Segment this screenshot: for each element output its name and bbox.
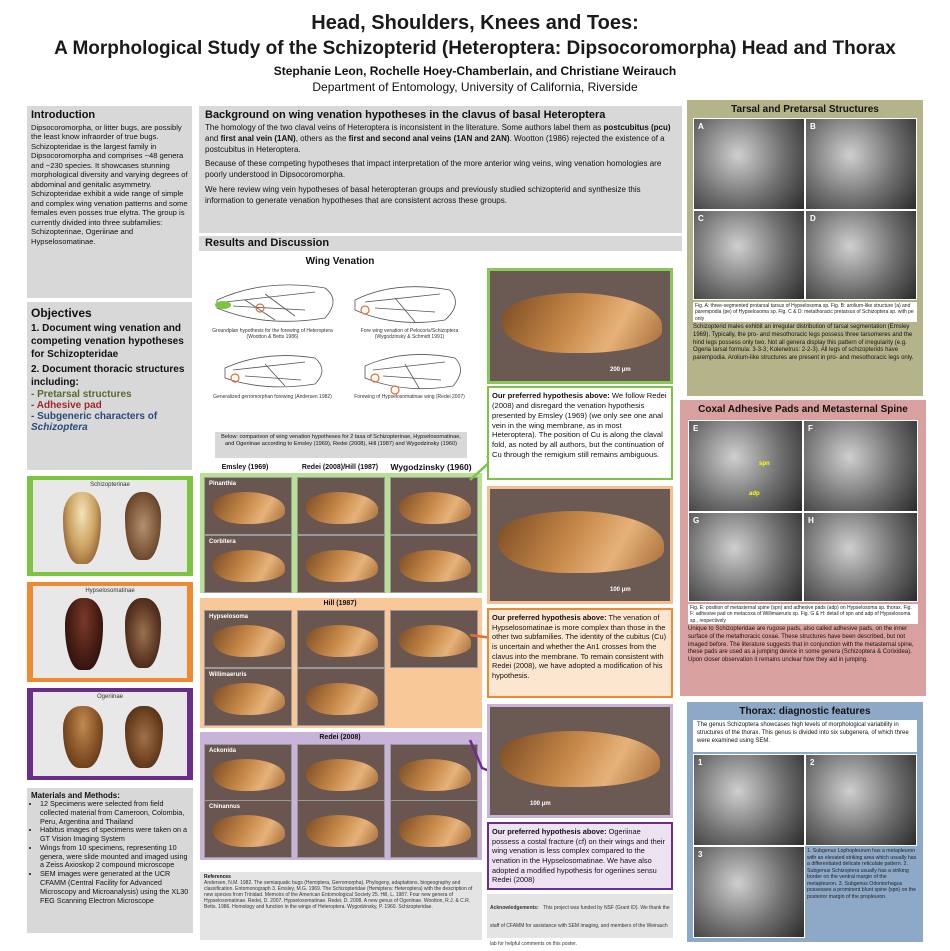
thorax-panel — [687, 702, 923, 942]
specimen-ventral — [125, 492, 161, 560]
wing-image — [213, 625, 285, 657]
background-p1-e: , others as the — [295, 133, 349, 143]
wing-cell — [297, 800, 385, 858]
specimen-ventral — [125, 598, 161, 668]
objective-2: 2. Document thoracic structures including: — [31, 364, 185, 388]
habitus-photo-ogeriinae — [33, 692, 187, 776]
hill-label: Hill (1987) — [323, 600, 357, 607]
authors: Stephanie Leon, Rochelle Hoey-Chamberlain, and Christiane Weirauch — [273, 64, 677, 78]
ogeriinae-comparison-group — [200, 732, 482, 860]
wing-cell — [390, 535, 478, 593]
sem-image-h — [803, 512, 918, 602]
objective-sub-subgeneric-text: - Subgeneric characters of — [31, 411, 158, 422]
wing-photo — [490, 271, 670, 381]
references-heading: References — [204, 874, 231, 880]
poster-header — [0, 0, 950, 100]
objectives-heading: Objectives — [31, 306, 92, 320]
objectives-box — [27, 302, 192, 470]
habitus-ogeriinae — [27, 688, 193, 780]
taxon-label: Corbitera — [209, 539, 236, 545]
background-p1-a: The homology of the two claval veins of Heteroptera is inconsistent in the literature. Some authors label them as — [205, 123, 604, 132]
wing-image — [306, 625, 378, 657]
thorax-heading: Thorax: diagnostic features — [739, 706, 871, 717]
taxon-label: Ackonida — [209, 748, 237, 754]
background-p2: Because of these competing hypotheses that impact interpretation of the more anterior wing veins, wing venation homologies are poorly understood in Dipsocoromorpha. — [205, 159, 662, 180]
background-box — [199, 106, 682, 233]
introduction-text: Dipsocoromorpha, or litter bugs, are possibly the least know infraorder of true bugs. Schizopteridae is the largest family in Dipsocoromorpha and comprises ~48 genera and ~230 species. It showcases stunning morphological diversity and varying degrees of abdominal and genitalic asymmetry. Schizopteridae exhibit a wide range of simple and complex wing venation patterns and some females even posses true elytra. The group is currently divided into three subfamilies: Schizopterinae, Ogeriinae and Hypselosomatinae. — [31, 123, 188, 246]
hypothesis-hypselosomatinae — [487, 608, 673, 698]
results-heading-bar — [199, 236, 682, 251]
sem-image-f — [803, 420, 918, 512]
wing-cell — [390, 477, 478, 535]
specimen-dorsal — [63, 706, 103, 768]
wing-image — [306, 492, 378, 524]
wing-cell — [390, 610, 478, 668]
wing-photo — [490, 489, 670, 601]
wing-image — [213, 550, 285, 582]
wing-image — [399, 492, 471, 524]
sem-image-b — [805, 118, 917, 210]
figure-letter: E — [693, 424, 699, 433]
hypothesis-body: The venation of Hypselosomatinae is more complex than those in the other two subfamilies. The identity of the cubitus (Cu) is uncertain and whether the An1 crosses from the clavus into the membrane. To remain consistent with Redei (2008), we have adopted a modification of his hypothesis. — [492, 613, 667, 680]
wing-image — [306, 759, 378, 791]
column-redei-hill: Redei (2008)/Hill (1987) — [301, 464, 379, 471]
sem-image-e — [688, 420, 803, 512]
hypothesis-lead: Our preferred hypothesis above: — [492, 827, 607, 836]
figure-letter: B — [810, 122, 816, 131]
wing-image — [306, 683, 378, 715]
schizopterinae-comparison-group — [200, 473, 482, 593]
wing-image — [306, 815, 378, 847]
taxon-label: Pinanthia — [209, 481, 237, 487]
hypothesis-lead: Our preferred hypothesis above: — [492, 613, 607, 622]
background-p1 — [205, 123, 676, 155]
figure-letter: G — [693, 516, 700, 525]
wing-cell — [204, 800, 292, 858]
department: Department of Entomology, University of California, Riverside — [312, 80, 638, 94]
wing-cell — [390, 800, 478, 858]
wing-image-orange — [487, 486, 673, 604]
scale-bar-label: 100 μm — [610, 587, 631, 593]
term-first-second-anal: first and second anal veins (1AN and 2AN) — [348, 133, 510, 143]
habitus-photo-schizopterinae — [33, 480, 187, 572]
diagram-caption: Groundplan hypothesis for the forewing of Heteroptera (Wootton & Betts 1986) — [212, 328, 333, 340]
figure-number: 2 — [810, 758, 815, 767]
objective-sub-pretarsal: - Pretarsal structures — [31, 389, 132, 400]
diagram-caption: Generalized gerromorphan forewing (Andersen 1982) — [213, 394, 332, 400]
tarsal-panel — [687, 100, 923, 396]
objective-sub-adhesive: - Adhesive pad — [31, 400, 102, 411]
wing-image — [502, 293, 662, 353]
coxal-caption: Fig. E: position of metasternal spine (spn) and adhesive pads (adp) on Hypselosoma sp. thorax. Fig. F: adhesive pad on metacoxa of Willimaeruris sp. Fig. G & H: detail of spn and adp of Hypselosoma sp., respectively — [688, 604, 918, 624]
sem-image-c — [693, 210, 805, 300]
method-item: • Wings from 10 specimens, representing 10 genera, were slide mounted and imaged using a Zeiss Axioskop 2 compound microscope — [40, 844, 189, 870]
tarsal-caption: Fig. A: three-segmented protarsal tarsus of Hypselosoma sp. Fig. B: arolium-like structure (a) and parempodia (pe) of Hypselosoma sp. Fig. C & D: metathoracic pretarsus of Schizoptera sp. with pe only — [693, 302, 917, 322]
wing-image — [306, 550, 378, 582]
habitus-label-ogeriinae: Ogeriinae — [96, 694, 123, 700]
poster-title-line1: Head, Shoulders, Knees and Toes: — [311, 12, 639, 34]
thorax-caption: 1. Subgenus Lophopleurum has a metapleuron with an elevated striking area which usually has a differentiated delicate reticulate pattern. 2. Subgenus Schizoptera usually has a striking border on the ventral margin of the metapleuron. 3. Subgenus Odontorhagus possesses a prominent blunt spine (spn) on the posterior margin of the propleuron. — [807, 848, 917, 900]
specimen-ventral — [125, 706, 163, 768]
wing-image — [500, 731, 660, 787]
wing-venation-title: Wing Venation — [305, 256, 375, 267]
tarsal-text: Schizopterid males exhibit an irregular distribution of tarsal segmentation (Emsley 1969). Typically, the pro- and mesothoracic legs possess three tarsomeres and the hind legs possess only two. Not all genera display this pattern of irregularity (e.g. Ogeria tarsal formula: 3-3-3; Kolenetrus: 2-2-3). All legs of schizopterids have parempodia. Arolium-like structures are present in pro- and mesothoracic legs only. — [693, 324, 914, 362]
wing-image — [213, 492, 285, 524]
poster-title-line2: A Morphological Study of the Schizopterid (Heteroptera: Dipsocoromorpha) Head and Thorax — [54, 38, 896, 59]
figure-letter: F — [808, 424, 813, 433]
sem-image-g — [688, 512, 803, 602]
objective-sub-subgeneric — [31, 411, 188, 433]
wing-image — [399, 759, 471, 791]
background-p3: We here review wing vein hypotheses of basal heteropteran groups and previously studied schizopterid and synthesize this information to generate venation hypotheses that are consistent across these groups. — [205, 184, 641, 205]
coxal-panel — [680, 400, 926, 696]
methods-box — [27, 788, 193, 933]
wing-cell — [297, 668, 385, 726]
scale-bar-label: 100 μm — [530, 801, 551, 807]
introduction-box — [27, 106, 192, 298]
habitus-label-schizopterinae: Schizopterinae — [90, 482, 130, 488]
habitus-hypselosomatinae — [27, 582, 193, 682]
wing-photo — [490, 707, 670, 815]
sem-image-2 — [805, 754, 917, 846]
wing-cell — [390, 744, 478, 802]
sem-image-d — [805, 210, 917, 300]
comparison-caption: Below: comparison of wing venation hypotheses for 2 taxa of Schizopterinae, Hypselosomatinae, and Ogeriinae according to Emsley (1969), Redei (2008), Hill (1987) and Wygodzinsky (1960) — [215, 432, 467, 458]
acknowledgements-text: This project was funded by NSF (Grant ID). We thank the staff of CFAMM for assistance with SEM imaging, and members of the Weirauch lab for helpful comments on this poster. — [490, 905, 670, 947]
figure-letter: D — [810, 214, 816, 223]
method-item: • 12 Specimens were selected from field collected material from Cameroon, Colombia, Peru, Argentina and Thailand — [40, 800, 189, 826]
references-box — [200, 872, 482, 940]
coxal-text: Unique to Schizopteridae are rugose pads, also called adhesive pads, on the inner surface of the metathoracic coxae. These structures have been described, but not imaged before. The literature suggests that in conjunction with the metasternal spine, these pads are used as a jumping device in some genera (Schizoptera & Corixidea). Upon closer observation it remains unclear how they aid in jumping. — [688, 626, 914, 664]
habitus-photo-hypselosomatinae — [33, 586, 187, 678]
background-p1-g: . Wootton (1986) rejected the existence of a postcubitus in Heteroptera. — [205, 133, 665, 154]
wing-image-green — [487, 268, 673, 384]
hypothesis-lead: Our preferred hypothesis above: — [492, 391, 610, 400]
hypothesis-body: We follow Redei (2008) and disregard the venation hypothesis presented by Emsley (1969) (we only see one anal vein in the wing membrane, as in most Heteroptera). The position of Cu is along the claval fold, as noted by all authors, but the continuation of Cu through the remigium still remains ambiguous. — [492, 391, 667, 460]
column-wygodzinsky: Wygodzinsky (1960) — [390, 462, 472, 472]
acknowledgements-heading: Acknowledgements: — [490, 905, 539, 911]
wing-image — [213, 683, 285, 715]
method-item: • SEM images were generated at the UCR CFAMM (Central Facility for Advanced Microscopy and Microanalysis) using the XL30 FEG Scanning Electron Microscope — [40, 870, 189, 905]
wing-image — [399, 550, 471, 582]
figure-letter: C — [698, 214, 704, 223]
thorax-text: The genus Schizoptera showcases high levels of morphological variability in structures of the thorax. This genus is divided into six subgenera, of which three were examined using SEM. — [693, 720, 917, 752]
habitus-schizopterinae — [27, 476, 193, 576]
hypselosomatinae-comparison-group — [200, 598, 482, 728]
hypothesis-body: Ogeriinae possess a costal fracture (cf) on their wings and their wing venation is less complex compared to the venation in the Hypselosomatinae. We have also adopted a modified hypothesis for ogeriines sensu Redei (2008) — [492, 827, 665, 885]
venation-diagram-svg — [205, 270, 477, 426]
background-heading: Background on wing venation hypotheses in the clavus of basal Heteroptera — [205, 109, 606, 121]
figure-number: 3 — [698, 850, 703, 859]
wing-image — [213, 759, 285, 791]
scale-bar-label: 200 μm — [610, 367, 631, 373]
objective-1: 1. Document wing venation and competing venation hypotheses for Schizopteridae — [31, 323, 184, 360]
method-item: • Habitus images of specimens were taken on a GT Vision Imaging System — [40, 826, 189, 844]
wing-cell — [204, 535, 292, 593]
diagram-caption: Fore wing venation of Pelocoris/Schizoptera (Wygodzinsky & Schmidt 1991) — [360, 328, 459, 340]
redei-label: Redei (2008) — [319, 734, 361, 741]
sem-image-1 — [693, 754, 805, 846]
diagram-caption: Forewing of Hypselosomatinae wing (Redei 2007) — [354, 394, 465, 400]
spn-label: spn — [759, 461, 770, 467]
wing-image — [399, 815, 471, 847]
hypothesis-schizopterinae — [487, 386, 673, 480]
wing-cell — [297, 535, 385, 593]
figure-letter: A — [698, 122, 704, 131]
wing-cell — [204, 477, 292, 535]
column-emsley: Emsley (1969) — [221, 464, 269, 471]
wing-cell — [297, 610, 385, 668]
sem-image-a — [693, 118, 805, 210]
wing-image-purple — [487, 704, 673, 818]
taxon-label: Hypselosoma — [209, 614, 249, 620]
sem-image-3 — [693, 846, 805, 938]
methods-heading: Materials and Methods: — [31, 791, 120, 800]
acknowledgements-box — [487, 894, 673, 947]
wing-image — [213, 815, 285, 847]
introduction-heading: Introduction — [31, 109, 96, 121]
objective-sub-genus: Schizoptera — [31, 422, 88, 433]
figure-number: 1 — [698, 758, 703, 767]
wing-image — [498, 511, 664, 573]
wing-cell — [204, 610, 292, 668]
term-first-anal: first anal vein (1AN) — [220, 133, 296, 143]
adp-label: adp — [749, 491, 760, 497]
references-text: Andersen, N.M. 1982. The semiaquatic bugs (Hemiptera, Gerromorpha). Phylogeny, adaptations, biogeography and classification. Entomonograph 3. Emsley, M.G. 1969. The Schizopteridae (Hemiptera: Heteroptera) with the description of new species from Trinidad. Memoirs of the American Entomological Society 25. Hill, L. 1987. Four new genera of Hypselosomatinae. Redei, D. 2007. Hypselosomatinae. Redei, D. 2008. A new genus of Ogeriinae. Wootton, R.J. & C.R. Betts. 1986. Homology and function in the wings of Heteroptera. Wygodzinsky, P. 1960. Schizopteridae. — [204, 880, 473, 910]
results-heading: Results and Discussion — [205, 237, 330, 249]
wing-cell — [204, 668, 292, 726]
wing-cell — [297, 744, 385, 802]
habitus-label-hypselosomatinae: Hypselosomatinae — [85, 588, 135, 594]
specimen-dorsal — [65, 598, 103, 670]
venation-diagrams — [205, 270, 477, 426]
wing-image — [399, 625, 471, 657]
wing-cell — [204, 744, 292, 802]
wing-cell — [297, 477, 385, 535]
specimen-dorsal — [63, 492, 101, 564]
taxon-label: Chinannus — [209, 804, 240, 810]
taxon-label: Willimaeruris — [209, 672, 247, 678]
background-p1-c: and — [205, 133, 221, 143]
hypothesis-ogeriinae — [487, 822, 673, 890]
tarsal-heading: Tarsal and Pretarsal Structures — [731, 104, 879, 115]
coxal-heading: Coxal Adhesive Pads and Metasternal Spine — [698, 404, 908, 415]
term-postcubitus: postcubitus (pcu) — [603, 123, 671, 132]
figure-letter: H — [808, 516, 814, 525]
